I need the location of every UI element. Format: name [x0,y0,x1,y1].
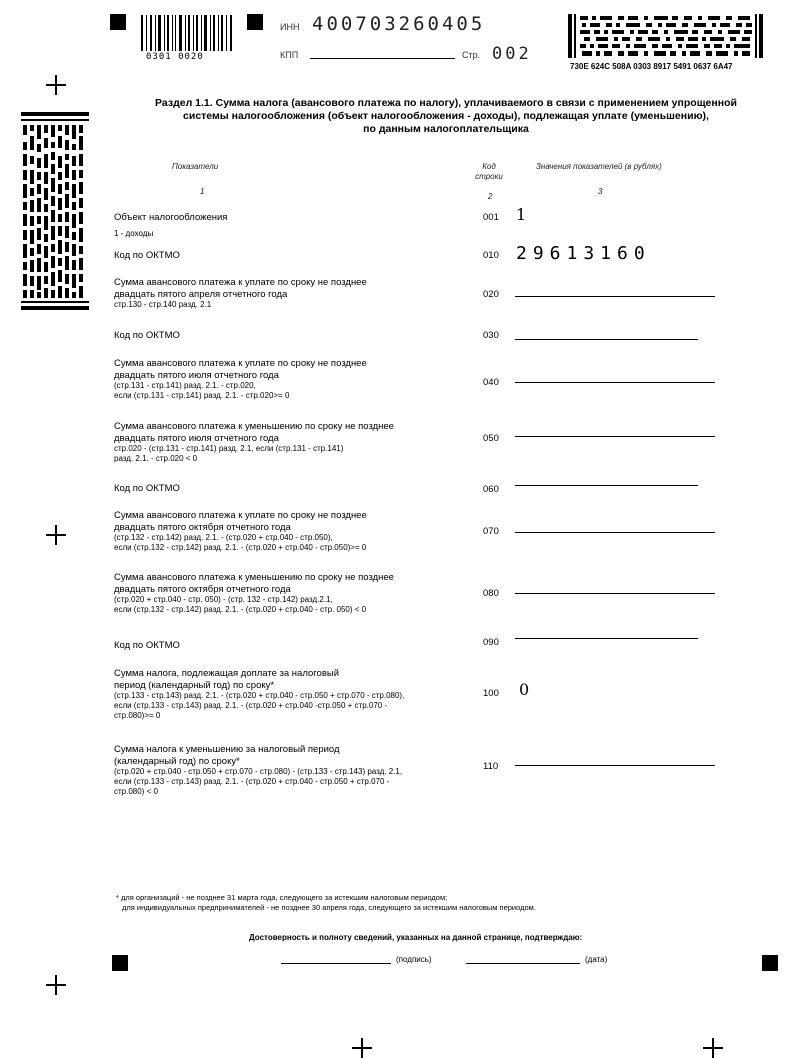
indicator-formula: если (стр.133 - стр.143) разд. 2.1. - (стр.020 + стр.040 - стр.050 + стр.070 - [114,777,390,786]
indicator-label-line: Код по ОКТМО [114,640,180,651]
indicator-label-line: Код по ОКТМО [114,330,180,341]
registration-cross [352,1038,372,1058]
marker-square-top-left [110,14,126,30]
indicator-label [114,483,474,495]
line-code: 050 [483,433,499,444]
indicator-label [114,640,474,652]
line-code: 110 [483,761,499,772]
indicator-label [114,250,474,262]
footnote-line: для индивидуальных предпринимателей - не позднее 30 апреля года, следующего за истекшим налоговым периодом. [122,903,536,912]
indicator-label-line: двадцать пятого октября отчетного года [114,521,291,533]
registration-cross [46,75,66,95]
indicator-label-line: Сумма авансового платежа к уплате по сроку не позднее [114,277,367,288]
indicator-formula: стр.130 - стр.140 разд. 2.1 [114,300,212,309]
date-line [466,963,580,964]
date-label: (дата) [585,955,608,964]
value-field-line[interactable] [515,436,715,437]
indicator-label [114,277,474,310]
section-title-line: системы налогообложения (объект налогообложения - доходы), подлежащая уплате (уменьшению), [183,110,709,122]
column-header-code-line1: Код [482,162,496,171]
value-field-line[interactable] [515,382,715,383]
line-code: 020 [483,289,499,300]
indicator-label-line: (календарный год) по сроку* [114,755,240,767]
line-code: 010 [483,250,499,261]
line-code: 100 [483,688,499,699]
indicator-formula: (стр.020 + стр.040 - стр. 050) - (стр. 132 - стр.142) разд.2.1, [114,595,333,604]
indicator-label [114,358,474,401]
footnote-line: * для организаций - не позднее 31 марта года, следующего за истекшим налоговым периодом; [116,893,448,902]
section-title [110,97,782,136]
indicator-label-line: Код по ОКТМО [114,250,180,261]
column-header-indicators: Показатели [172,162,219,171]
indicator-formula: если (стр.132 - стр.142) разд. 2.1. - (стр.020 + стр.040 - стр. 050) < 0 [114,605,367,614]
indicator-formula: если (стр.131 - стр.141) разд. 2.1. - стр.020>= 0 [114,391,290,400]
kpp-label: КПП [280,50,299,60]
indicator-formula: (стр.131 - стр.141) разд. 2.1. - стр.020, [114,381,256,390]
registration-cross [46,525,66,545]
indicator-formula: если (стр.133 - стр.143) разд. 2.1. - (стр.020 + стр.040 -стр.050 + стр.070 - [114,701,388,710]
value-field-line[interactable] [515,339,698,340]
indicator-label [114,668,474,721]
page-number: 002 [492,44,532,64]
side-2d-barcode [21,112,89,310]
value-field-line[interactable] [515,765,715,766]
document-2d-barcode [568,14,763,58]
indicator-label [114,330,474,342]
section-title-line: по данным налогоплательщика [363,123,529,135]
indicator-label-line: двадцать пятого июля отчетного года [114,432,279,444]
page-barcode [141,15,233,51]
indicator-formula: 1 - доходы [114,228,154,238]
line-code: 060 [483,484,499,495]
indicator-label-line: Сумма налога к уменьшению за налоговый период [114,744,340,755]
signature-line [281,963,391,964]
indicator-label [114,421,474,464]
indicator-label-line: Сумма авансового платежа к уплате по сроку не позднее [114,358,367,369]
page-label: Стр. [462,50,481,60]
column-header-code-line2: строки [475,172,503,181]
section-title-line: Раздел 1.1. Сумма налога (авансового платежа по налогу), уплачиваемого в связи с применением упрощенной [155,97,737,109]
indicator-formula: стр.080) < 0 [114,787,158,796]
indicator-label-line: двадцать пятого июля отчетного года [114,369,279,381]
registration-cross [46,975,66,995]
line-code: 040 [483,377,499,388]
indicator-formula: разд. 2.1. - стр.020 < 0 [114,454,198,463]
marker-square-bottom-left [112,955,128,971]
indicator-label-line: Сумма авансового платежа к уплате по сроку не позднее [114,510,367,521]
marker-square-top-middle [247,14,263,30]
indicator-formula: (стр.133 - стр.143) разд. 2.1. - (стр.020 + стр.040 - стр.050 + стр.070 - стр.080), [114,691,405,700]
indicator-label [114,572,474,615]
line-code: 080 [483,588,499,599]
value-field-line[interactable] [515,593,715,594]
value-field-line[interactable] [515,638,698,639]
value-field[interactable]: 1 [516,205,527,224]
registration-cross [703,1038,723,1058]
column-number-1: 1 [200,187,205,196]
line-code: 030 [483,330,499,341]
line-code: 090 [483,637,499,648]
page-barcode-number: 0301 0020 [146,52,204,62]
indicator-label-line: Сумма налога, подлежащая доплате за налоговый [114,668,339,679]
confirmation-text: Достоверность и полноту сведений, указанных на данной странице, подтверждаю: [249,933,583,942]
column-header-values: Значения показателей (в рублях) [536,162,662,171]
indicator-label-line: Код по ОКТМО [114,483,180,494]
indicator-label-line: двадцать пятого апреля отчетного года [114,288,288,300]
indicator-label [114,510,474,553]
kpp-field-line [310,58,455,59]
inn-value: 400703260405 [312,13,486,35]
indicator-formula: стр.080)>= 0 [114,711,161,720]
indicator-label-line: двадцать пятого октября отчетного года [114,583,291,595]
indicator-label [114,212,474,239]
footnote [116,893,536,913]
column-number-3: 3 [598,187,603,196]
inn-label: ИНН [280,22,300,32]
line-code: 001 [483,212,499,223]
value-field-line[interactable] [515,485,698,486]
marker-square-bottom-right [762,955,778,971]
document-barcode-code: 730E 624C 508A 0303 8917 5491 0637 6A47 [570,62,733,71]
indicator-label-line: Объект налогообложения [114,212,228,223]
indicator-label-line: Сумма авансового платежа к уменьшению по сроку не позднее [114,421,394,432]
indicator-formula: если (стр.132 - стр.142) разд. 2.1. - (стр.020 + стр.040 - стр.050)>= 0 [114,543,367,552]
value-field[interactable]: 0 [519,680,530,699]
value-field-line[interactable] [515,296,715,297]
value-field-line[interactable] [515,532,715,533]
indicator-label-line: период (календарный год) по сроку* [114,679,275,691]
signature-label: (подпись) [396,955,432,964]
indicator-formula: (стр.132 - стр.142) разд. 2.1. - (стр.020 + стр.040 - стр.050), [114,533,333,542]
indicator-formula: стр.020 - (стр.131 - стр.141) разд. 2.1, если (стр.131 - стр.141) [114,444,344,453]
column-header-code [474,162,504,182]
indicator-label-line: Сумма авансового платежа к уменьшению по сроку не позднее [114,572,394,583]
line-code: 070 [483,526,499,537]
indicator-formula: (стр.020 + стр.040 - стр.050 + стр.070 - стр.080) - (стр.133 - стр.143) разд. 2.1, [114,767,403,776]
value-field[interactable]: 29613160 [516,243,651,264]
column-number-2: 2 [488,192,493,201]
indicator-label [114,744,474,797]
